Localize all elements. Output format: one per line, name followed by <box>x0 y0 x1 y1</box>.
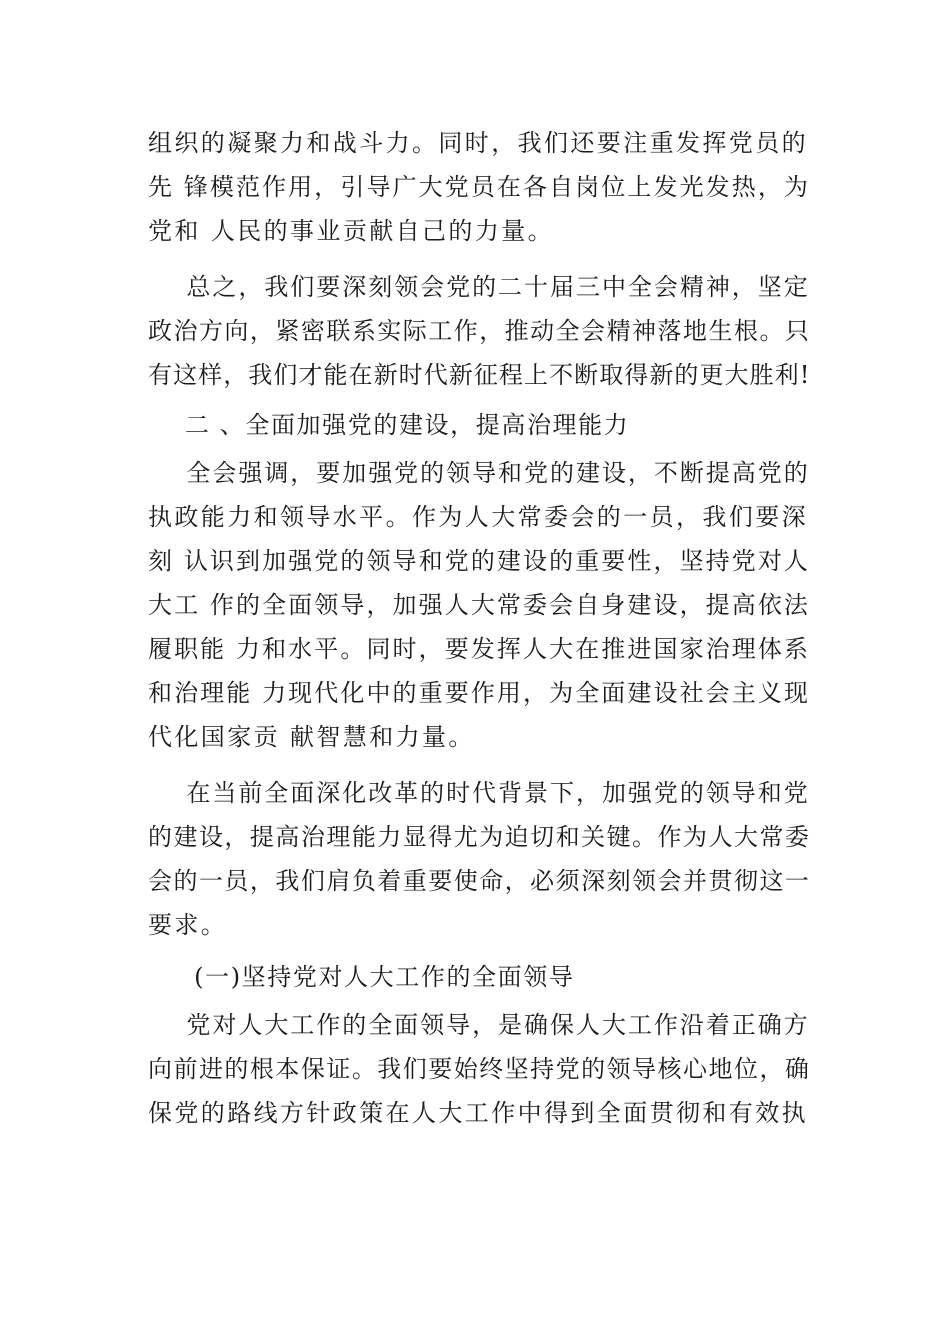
text-line: 先 锋模范作用，引导广大党员在各自岗位上发光发热，为 <box>148 173 811 201</box>
text-line: 组织的凝聚力和战斗力。同时，我们还要注重发挥党员的 <box>148 129 808 157</box>
text-line: 执政能力和领导水平。作为人大常委会的一员，我们要深 <box>148 503 808 531</box>
text-line: 政治方向，紧密联系实际工作，推动全会精神落地生根。只 <box>148 317 811 345</box>
text-line: 向前进的根本保证。我们要始终坚持党的领导核心地位，确 <box>148 1055 811 1083</box>
text-line: 在当前全面深化改革的时代背景下，加强党的领导和党 <box>148 779 810 807</box>
text-line: 全会强调，要加强党的领导和党的建设，不断提高党的 <box>148 459 810 487</box>
section-heading: 二 、全面加强党的建设，提高治理能力 <box>148 411 630 439</box>
text-line: 保党的路线方针政策在人大工作中得到全面贯彻和有效执 <box>148 1099 808 1127</box>
text-line: 和治理能 力现代化中的重要作用，为全面建设社会主义现 <box>148 679 811 707</box>
text-line: 有这样，我们才能在新时代新征程上不断取得新的更大胜利! <box>148 361 811 389</box>
subsection-heading: (一)坚持党对人大工作的全面领导 <box>148 963 575 991</box>
text-line: 会的一员，我们肩负着重要使命，必须深刻领会并贯彻这一 <box>148 867 811 895</box>
text-line: 总之，我们要深刻领会党的二十届三中全会精神，坚定 <box>148 273 810 301</box>
text-line: 的建设，提高治理能力显得尤为迫切和关键。作为人大常委 <box>148 823 811 851</box>
text-line: 党和 人民的事业贡献自己的力量。 <box>148 217 555 245</box>
text-line: 刻 认识到加强党的领导和党的建设的重要性，坚持党对人 <box>148 547 811 575</box>
text-line: 履职能 力和水平。同时，要发挥人大在推进国家治理体系 <box>148 635 811 663</box>
text-line: 大工 作的全面领导，加强人大常委会自身建设，提高依法 <box>148 591 811 619</box>
text-line: 党对人大工作的全面领导，是确保人大工作沿着正确方 <box>148 1011 810 1039</box>
text-line: 代化国家贡 献智慧和力量。 <box>148 723 475 751</box>
text-line: 要求。 <box>148 911 228 939</box>
